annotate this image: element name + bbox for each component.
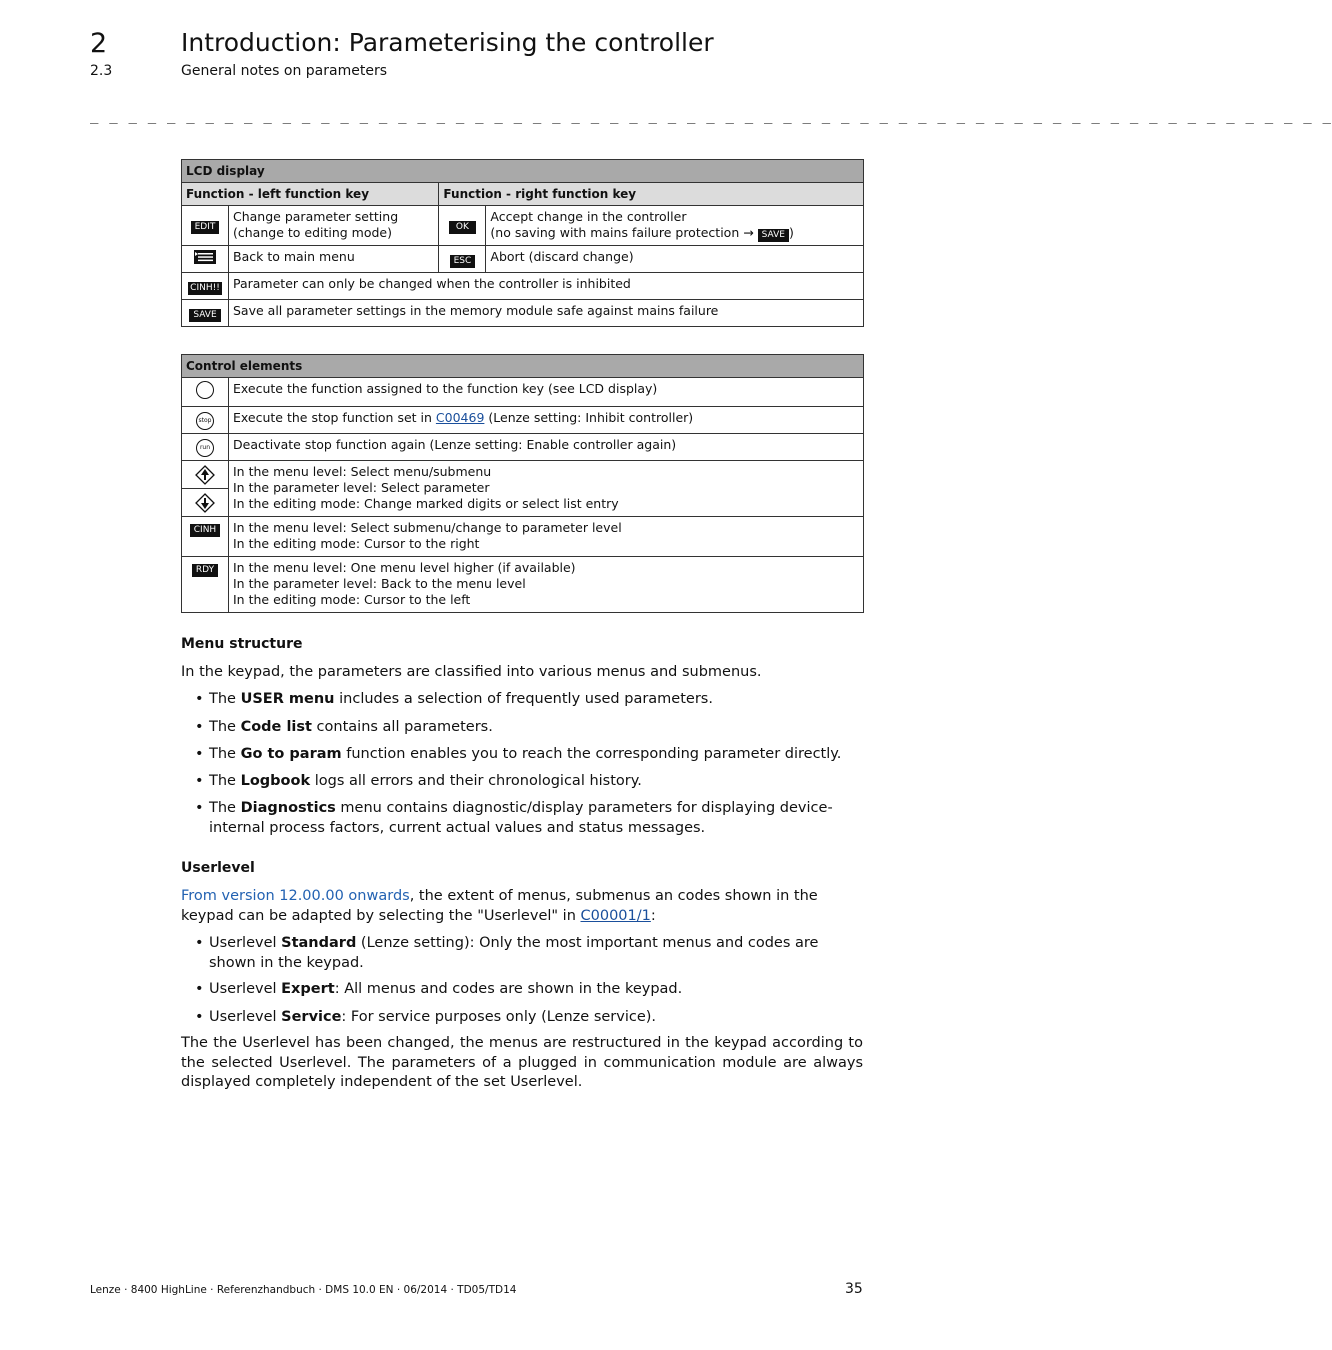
menu-bullet-logbook: • The Logbook logs all errors and their chronological history. [195,773,642,789]
menu-bullet-go-to-param: • The Go to param function enables you to reach the corresponding parameter directly. [195,746,842,762]
ok-icon: OK [439,206,486,246]
col-right-function: Function - right function key [439,183,864,206]
userlevel-intro: From version 12.00.00 onwards, the extent of menus, submenus an codes shown in the keypad can be adapted by selecting the "Userlevel" in C00001/1: [181,888,818,924]
cinh-warning-icon: CINH!! [182,273,229,300]
lcd-row4-text: Save all parameter settings in the memory module safe against mains failure [229,300,864,327]
lcd-row1-left: Change parameter setting (change to editing mode) [229,206,439,246]
userlevel-closing: The the Userlevel has been changed, the menus are restructured in the keypad according to the selected Userlevel. The parameters of a plugged in communication module are always displayed completely independent of the set Userlevel. [181,1035,863,1090]
rdy-key-icon: RDY [182,557,229,613]
userlevel-bullet-expert: • Userlevel Expert: All menus and codes are shown in the keypad. [195,981,683,997]
control-row6: In the menu level: One menu level higher (if available) In the parameter level: Back to the menu level In the editing mode: Cursor to the left [229,557,864,613]
col-left-function: Function - left function key [182,183,439,206]
version-link[interactable]: From version 12.00.00 onwards [181,888,410,904]
control-row4: In the menu level: Select menu/submenu In the parameter level: Select parameter In the editing mode: Change marked digits or select list entry [229,461,864,517]
up-down-arrow-icons [182,461,229,517]
up-arrow-icon [182,461,228,489]
edit-icon: EDIT [182,206,229,246]
menu-structure-heading: Menu structure [181,636,303,652]
section-title: General notes on parameters [181,63,388,79]
menu-intro: In the keypad, the parameters are classified into various menus and submenus. [181,664,762,680]
userlevel-bullet-standard: • Userlevel Standard (Lenze setting): Only the most important menus and codes are shown in the keypad. [195,935,819,971]
run-key-icon: run [182,434,229,461]
cinh-key-icon: CINH [182,517,229,557]
section-number: 2.3 [90,63,113,79]
chapter-title: Introduction: Parameterising the controller [181,28,714,57]
userlevel-bullet-service: • Userlevel Service: For service purposes only (Lenze service). [195,1009,657,1025]
control-row2: Execute the stop function set in C00469 (Lenze setting: Inhibit controller) [229,407,864,434]
footer-text: Lenze · 8400 HighLine · Referenzhandbuch · DMS 10.0 EN · 06/2014 · TD05/TD14 [90,1284,517,1296]
chapter-number: 2 [90,28,108,59]
down-arrow-icon [182,489,228,516]
control-elements-table [181,354,864,613]
lcd-display-table [181,159,864,327]
lcd-row2-left: Back to main menu [229,246,439,273]
control-table-title: Control elements [182,355,864,378]
lcd-row1-right: Accept change in the controller (no saving with mains failure protection → SAVE ) [486,206,864,246]
menu-bullet-diagnostics: • The Diagnostics menu contains diagnostic/display parameters for displaying device-internal process factors, current actual values and status messages. [195,800,833,836]
c00469-link[interactable]: C00469 [435,410,485,425]
function-key-icon [182,378,229,407]
userlevel-heading: Userlevel [181,860,255,876]
control-row3: Deactivate stop function again (Lenze setting: Enable controller again) [229,434,864,461]
c00001-link[interactable]: C00001/1 [580,908,651,924]
esc-icon: ESC [439,246,486,273]
save-icon: SAVE [758,229,789,242]
lcd-row3-text: Parameter can only be changed when the controller is inhibited [229,273,864,300]
lcd-table-title: LCD display [182,160,864,183]
separator-line: _ _ _ _ _ _ _ _ _ _ _ _ _ _ _ _ _ _ _ _ _ _ _ _ _ _ _ _ _ _ _ _ _ _ _ _ _ _ _ _ _ _ _ _ _ _ _ _ _ _ _ _ _ _ _ _ _ _ _ _ _ _ _ _ _ [90,108,1332,124]
menu-icon [182,246,229,273]
control-row1: Execute the function assigned to the function key (see LCD display) [229,378,864,407]
menu-bullet-user-menu: • The USER menu includes a selection of frequently used parameters. [195,691,713,707]
save-icon: SAVE [182,300,229,327]
menu-bullet-code-list: • The Code list contains all parameters. [195,719,493,735]
lcd-row2-right: Abort (discard change) [486,246,864,273]
control-row5: In the menu level: Select submenu/change to parameter level In the editing mode: Cursor to the right [229,517,864,557]
stop-key-icon: stop [182,407,229,434]
page-number: 35 [845,1281,863,1297]
